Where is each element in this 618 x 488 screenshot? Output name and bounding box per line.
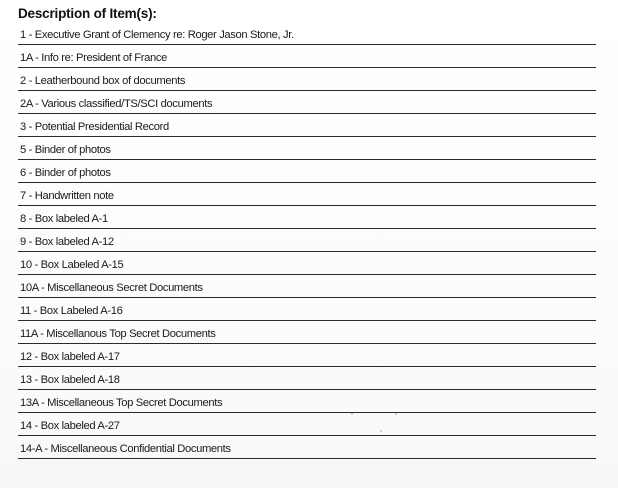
item-text: 2 - Leatherbound box of documents — [20, 75, 186, 87]
item-text: 10 - Box Labeled A-15 — [20, 259, 124, 271]
item-text: 10A - Miscellaneous Secret Documents — [20, 282, 203, 294]
rule-line — [18, 412, 596, 413]
rule-line — [18, 458, 596, 459]
list-item — [0, 415, 618, 438]
item-text: 3 - Potential Presidential Record — [20, 121, 169, 133]
list-item — [0, 185, 618, 208]
item-text: 5 - Binder of photos — [20, 144, 111, 156]
item-text: 11 - Box Labeled A-16 — [20, 305, 123, 317]
rule-line — [18, 159, 596, 160]
item-text: 13 - Box labeled A-18 — [20, 374, 120, 386]
rule-line — [18, 67, 596, 68]
rule-line — [18, 435, 596, 436]
list-item — [0, 346, 618, 369]
list-item — [0, 392, 618, 415]
list-item — [0, 162, 618, 185]
list-item — [0, 231, 618, 254]
item-list — [0, 24, 618, 461]
list-item — [0, 438, 618, 461]
list-item — [0, 70, 618, 93]
rule-line — [18, 136, 596, 137]
rule-line — [18, 251, 596, 252]
rule-line — [18, 113, 596, 114]
list-item — [0, 139, 618, 162]
rule-line — [18, 274, 596, 275]
list-item — [0, 47, 618, 70]
item-text: 9 - Box labeled A-12 — [20, 236, 114, 248]
item-text: 6 - Binder of photos — [20, 167, 111, 179]
rule-line — [18, 366, 596, 367]
item-text: 1A - Info re: President of France — [20, 52, 168, 64]
rule-line — [18, 320, 596, 321]
item-text: 13A - Miscellaneous Top Secret Documents — [20, 397, 223, 409]
item-text: 12 - Box labeled A-17 — [20, 351, 120, 363]
item-text: 14 - Box labeled A-27 — [20, 420, 120, 432]
scan-speck — [380, 430, 382, 432]
scan-speck — [395, 413, 397, 415]
list-item — [0, 323, 618, 346]
list-item — [0, 24, 618, 47]
list-item — [0, 93, 618, 116]
item-text: 1 - Executive Grant of Clemency re: Roger Jason Stone, Jr. — [20, 29, 294, 41]
rule-line — [18, 297, 596, 298]
item-text: 14-A - Miscellaneous Confidential Documents — [20, 443, 231, 455]
list-item — [0, 369, 618, 392]
list-item — [0, 300, 618, 323]
rule-line — [18, 182, 596, 183]
rule-line — [18, 90, 596, 91]
rule-line — [18, 228, 596, 229]
rule-line — [18, 44, 596, 45]
rule-line — [18, 389, 596, 390]
list-item — [0, 277, 618, 300]
scan-speck — [351, 413, 353, 415]
page-heading: Description of Item(s): — [18, 6, 157, 21]
list-item — [0, 208, 618, 231]
item-text: 8 - Box labeled A-1 — [20, 213, 108, 225]
rule-line — [18, 343, 596, 344]
item-text: 11A - Miscellanous Top Secret Documents — [20, 328, 216, 340]
list-item — [0, 254, 618, 277]
item-text: 2A - Various classified/TS/SCI documents — [20, 98, 213, 110]
list-item — [0, 116, 618, 139]
item-text: 7 - Handwritten note — [20, 190, 114, 202]
rule-line — [18, 205, 596, 206]
